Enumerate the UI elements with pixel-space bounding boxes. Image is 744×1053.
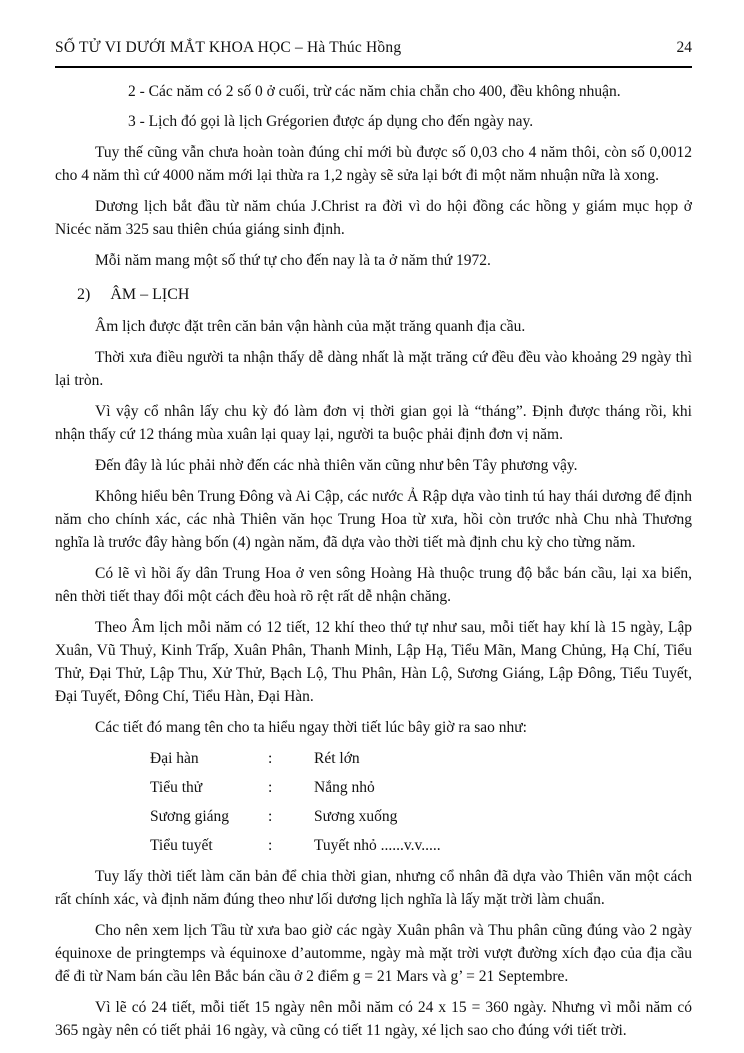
paragraph-equinox: Cho nên xem lịch Tầu từ xưa bao giờ các ngày Xuân phân và Thu phân cũng đúng vào 2 ngày équinoxe de pringtemps và équinoxe d’automme, ngày mà mặt trời vượt đường xích đạo của địa cầu để đi từ Nam bán cầu lên Bắc bán cầu ở 2 điểm g = 21 Mars và g’ = 21 Septembre.: [55, 922, 692, 985]
section-heading-text: ÂM – LỊCH: [110, 286, 190, 303]
paragraph-solar-year-number: Mỗi năm mang một số thứ tự cho đến nay là ta ở năm thứ 1972.: [95, 252, 491, 269]
glossary-row-dai-han: [150, 747, 692, 770]
paragraph-month-definition: Vì vậy cổ nhân lấy chu kỳ đó làm đơn vị thời gian gọi là “tháng”. Định được tháng rồi, khi nhận thấy cứ 12 tháng mùa xuân lại quay lại, người ta buộc phải định đơn vị năm.: [55, 403, 692, 443]
paragraph-chinese-astronomy: Không hiểu bên Trung Đông và Ai Cập, các nước Ả Rập dựa vào tinh tú hay thái dương để định năm cho chính xác, các nhà Thiên văn học Trung Hoa từ xưa, hồi còn trước nhà Chu nhà Thương nghĩa là trước đây hàng bốn (4) ngàn năm, đã dựa vào thời tiết mà định chu kỳ cho từng năm.: [55, 488, 692, 551]
glossary-colon: :: [268, 808, 273, 825]
book-title: SỐ TỬ VI DƯỚI MẮT KHOA HỌC – Hà Thúc Hồng: [55, 39, 402, 56]
glossary-term: Tiểu thử: [150, 779, 203, 796]
glossary-row-tieu-tuyet: [150, 834, 692, 857]
paragraph-yellow-river: Có lẽ vì hồi ấy dân Trung Hoa ở ven sông Hoàng Hà thuộc trung độ bắc bán cầu, lại xa biển, nên thời tiết thay đổi một cách đều hoà rõ rệt rất dễ nhận chăng.: [55, 565, 692, 605]
paragraph-solar-origin: Dương lịch bắt đầu từ năm chúa J.Christ ra đời vì do hội đồng các hồng y giám mục họp ở Nicéc năm 325 sau thiên chúa giáng sinh định.: [55, 198, 692, 238]
glossary-meaning: Sương xuống: [314, 808, 398, 825]
glossary-meaning: Nắng nhỏ: [314, 779, 375, 796]
numbered-item-3: 3 - Lịch đó gọi là lịch Grégorien được áp dụng cho đến ngày nay.: [128, 113, 534, 130]
paragraph-astronomers: Đến đây là lúc phải nhờ đến các nhà thiên văn cũng như bên Tây phương vậy.: [95, 457, 578, 474]
glossary-row-suong-giang: [150, 805, 692, 828]
paragraph-terms-meaning-intro: Các tiết đó mang tên cho ta hiểu ngay thời tiết lúc bây giờ ra sao như:: [95, 719, 527, 736]
section-heading-number: 2): [77, 286, 91, 303]
paragraph-moon-cycle: Thời xưa điều người ta nhận thấy dễ dàng nhất là mặt trăng cứ đều đều vào khoảng 29 ngày thì lại tròn.: [55, 349, 692, 389]
glossary-row-tieu-thu: [150, 776, 692, 799]
paragraph-360-days: Vì lẽ có 24 tiết, mỗi tiết 15 ngày nên mỗi năm có 24 x 15 = 360 ngày. Nhưng vì mỗi năm có 365 ngày nên có tiết phải 16 ngày, và cũng có tiết 11 ngày, xé lịch sao cho đúng với tiết trời.: [55, 999, 692, 1039]
numbered-item-2: 2 - Các năm có 2 số 0 ở cuối, trừ các năm chia chẵn cho 400, đều không nhuận.: [128, 83, 621, 100]
page-header: [55, 36, 692, 68]
glossary-colon: :: [268, 837, 273, 854]
glossary-table: [150, 747, 692, 857]
glossary-colon: :: [268, 779, 273, 796]
glossary-colon: :: [268, 750, 273, 767]
glossary-term: Đại hàn: [150, 750, 199, 767]
glossary-meaning: Rét lớn: [314, 750, 360, 767]
glossary-meaning: Tuyết nhỏ ......v.v.....: [314, 837, 441, 854]
paragraph-24-solar-terms: Theo Âm lịch mỗi năm có 12 tiết, 12 khí theo thứ tự như sau, mỗi tiết hay khí là 15 ngày, Lập Xuân, Vũ Thuỷ, Kinh Trấp, Xuân Phân, Thanh Minh, Lập Hạ, Tiểu Mãn, Mang Chủng, Hạ Chí, Tiểu Thử, Đại Thử, Lập Thu, Xử Thử, Bạch Lộ, Thu Phân, Hàn Lộ, Sương Giáng, Lập Đông, Tiểu Tuyết, Đại Tuyết, Đông Chí, Tiểu Hàn, Đại Hàn.: [55, 619, 692, 705]
section-heading-am-lich: [77, 283, 692, 306]
paragraph-solar-correction: Tuy thế cũng vẫn chưa hoàn toàn đúng chỉ mới bù được số 0,03 cho 4 năm thôi, còn số 0,0012 cho 4 năm thì cứ 4000 năm mới lại thừa ra 1,2 ngày sẽ sửa lại bớt đi một năm nhuận nữa là xong.: [55, 144, 692, 184]
page-number: 24: [676, 39, 692, 56]
glossary-term: Tiểu tuyết: [150, 837, 213, 854]
glossary-term: Sương giáng: [150, 808, 230, 825]
paragraph-weather-basis: Tuy lấy thời tiết làm căn bản để chia thời gian, nhưng cổ nhân đã dựa vào Thiên văn một cách rất chính xác, và định năm đúng theo như lối dương lịch nghĩa là lấy mặt trời làm chuẩn.: [55, 868, 692, 908]
paragraph-lunar-basis: Âm lịch được đặt trên căn bản vận hành của mặt trăng quanh địa cầu.: [95, 318, 526, 335]
